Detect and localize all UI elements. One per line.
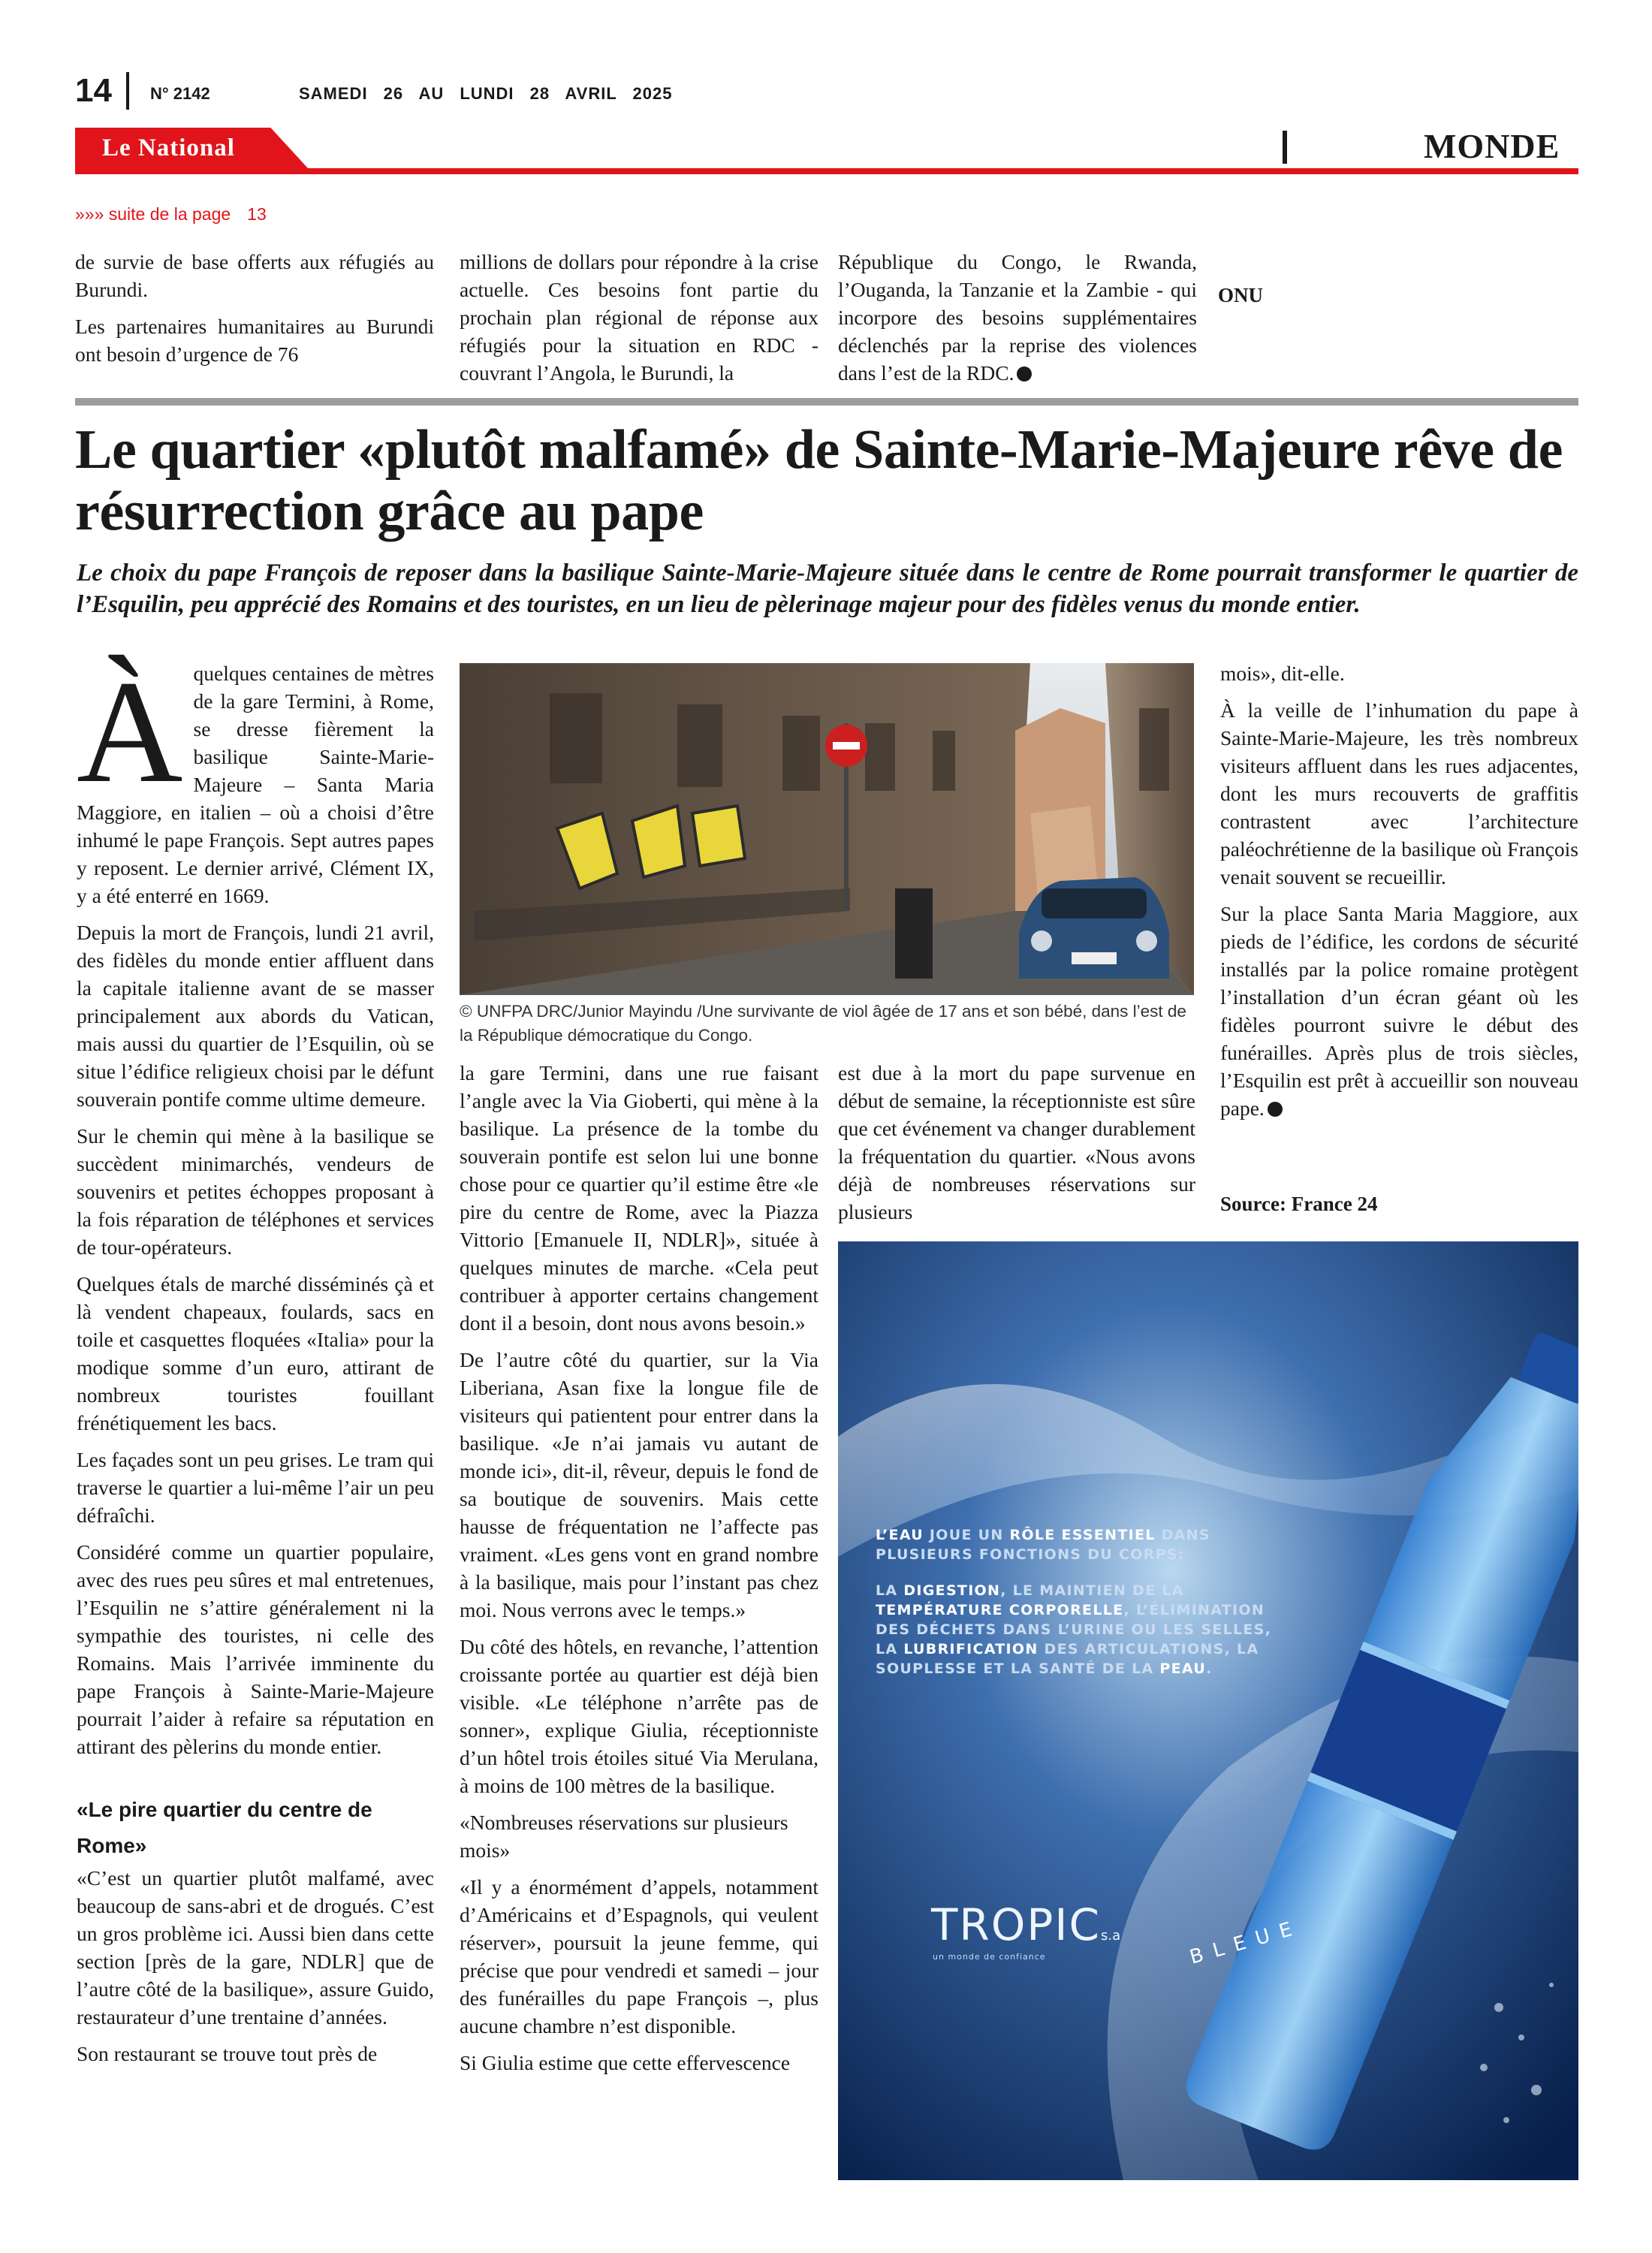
article-subheading: «Le pire quartier du centre de Rome» xyxy=(77,1798,372,1857)
article-standfirst: Le choix du pape François de reposer dans la basilique Sainte-Marie-Majeure située dans le centre de Rome pourrait transformer le quartier de l’Esquilin, peu apprécié des Romains et des touristes, en un lieu de pèlerinage majeur pour des fidèles venus du monde entier. xyxy=(77,559,1578,618)
section-title: MONDE xyxy=(1424,127,1560,165)
paragraph: À la veille de l’inhumation du pape à Sainte-Marie-Majeure, les très nombreux visiteurs affluent dans les rues adjacentes, dont les murs recouverts de graffitis contrastent avec l’architecture paléochrétienne de la basilique où François venait souvent se recueillir. xyxy=(1220,698,1578,888)
dropcap: À xyxy=(77,650,183,813)
ad-highlight: DIGESTION xyxy=(903,1582,1001,1599)
paragraph: quelques centaines de mètres de la gare Termini, à Rome, se dresse fièrement la basilique Sainte-Marie-Majeure – Santa Maria Maggiore, en italien – où a choisi d’être inhumé le pape François. Sept autres papes y reposent. Le dernier arrivé, Clément IX, y a été enterré en 1669. xyxy=(77,662,434,907)
advertiser-logo xyxy=(931,1899,1120,1950)
continued-from xyxy=(75,204,267,225)
paragraph: Du côté des hôtels, en revanche, l’attention croissante portée au quartier est déjà bien visible. «Le téléphone n’arrête pas de sonner», explique Giulia, réceptionniste d’un hôtel trois étoiles situé Via Merulana, à moins de 100 mètres de la basilique. xyxy=(460,1635,818,1797)
ad-background-image xyxy=(838,1241,1578,2180)
ad-text-segment: DES ARTICULATIONS, LA SOUPLESSE ET LA SANTÉ DE LA xyxy=(876,1641,1259,1677)
end-of-article-icon xyxy=(1017,366,1032,382)
previous-article-column-1 xyxy=(75,248,434,368)
ad-highlight: PEAU xyxy=(1159,1660,1207,1677)
continued-label: »»» suite de la page xyxy=(75,204,231,224)
paragraph: Quelques étals de marché disséminés çà et là vendent chapeaux, foulards, sacs en toile et casquettes floquées «Italia» pour la modique somme d’un euro, attirant de nombreux touristes fouillant frénétiquement les bacs. xyxy=(77,1272,434,1434)
ad-highlight: TEMPÉRATURE CORPORELLE xyxy=(876,1602,1124,1618)
paragraph: De l’autre côté du quartier, sur la Via Liberiana, Asan fixe la longue file de visiteurs qui patientent pour entrer dans la basilique. «Je n’ai jamais vu autant de monde ici», dit-il, rêveur, depuis le fond de sa boutique de souvenirs. Mais cette hausse de fréquentation ne l’affecte pas vraiment. «Les gens vont en grand nombre à la basilique, mais pour l’instant pas chez moi. Nous verrons avec le temps.» xyxy=(460,1348,818,1621)
paragraph: Son restaurant se trouve tout près de xyxy=(77,2042,378,2065)
previous-article-source: ONU xyxy=(1218,284,1263,306)
newspaper-brand: Le National xyxy=(102,134,235,161)
article-column-3 xyxy=(838,1059,1195,1226)
ad-text-segment: DANS PLUSIEURS FONCTIONS DU CORPS: xyxy=(876,1527,1210,1563)
photo-caption: © UNFPA DRC/Junior Mayindu /Une survivante de viol âgée de 17 ans et son bébé, dans l’est de la République démocratique du Congo. xyxy=(460,1002,1186,1045)
paragraph: Si Giulia estime que cette effervescence xyxy=(460,2051,791,2074)
page-number-divider xyxy=(126,72,129,110)
article-column-2 xyxy=(460,1059,818,2077)
paragraph: de survie de base offerts aux réfugiés au Burundi. xyxy=(75,250,434,301)
article-separator xyxy=(75,398,1578,406)
article-headline: Le quartier «plutôt malfamé» de Sainte-Marie-Majeure rêve de résurrection grâce au pape xyxy=(75,419,1563,542)
previous-article-column-2 xyxy=(460,248,818,387)
article-column-1 xyxy=(77,650,434,2068)
ad-text-segment: , L’ÉLIMINATION DES DÉCHETS DANS L’URINE OU LES SELLES, LA xyxy=(876,1602,1272,1657)
water-advertisement xyxy=(838,1241,1578,2180)
page-number: 14 xyxy=(75,72,112,109)
ad-text-segment: LA xyxy=(876,1582,904,1599)
article-column-4 xyxy=(1220,659,1578,1122)
paragraph: Depuis la mort de François, lundi 21 avril, des fidèles du monde entier affluent dans la capitale italienne avant de se masser principalement aux abords du Vatican, mais aussi du quartier de l’Esquilin, où se situe l’édifice religieux choisi par le défunt souverain pontife comme ultime demeure. xyxy=(77,921,434,1111)
paragraph: «Nombreuses réservations sur plusieurs mois» xyxy=(460,1811,788,1862)
continued-page: 13 xyxy=(247,204,267,224)
ad-highlight: LUBRIFICATION xyxy=(903,1641,1039,1657)
paragraph: Les façades sont un peu grises. Le tram qui traverse le quartier a lui-même l’air un peu défraîchi. xyxy=(77,1448,434,1527)
article-photo xyxy=(460,663,1194,995)
previous-article-column-3 xyxy=(838,248,1197,387)
paragraph: Sur le chemin qui mène à la basilique se succèdent minimarchés, vendeurs de souvenirs et petites échoppes proposant à la fois réparation de téléphones et services de tour-opérateurs. xyxy=(77,1124,434,1259)
paragraph: mois», dit-elle. xyxy=(1220,662,1345,685)
ad-highlight: RÔLE ESSENTIEL xyxy=(1009,1527,1156,1543)
section-divider xyxy=(1283,131,1287,164)
paragraph: Les partenaires humanitaires au Burundi ont besoin d’urgence de 76 xyxy=(75,315,434,366)
advertiser-suffix: s.a xyxy=(1100,1928,1121,1944)
ad-text-segment: . xyxy=(1206,1660,1213,1677)
advertiser-tagline: un monde de confiance xyxy=(933,1952,1046,1962)
ad-highlight: L’EAU xyxy=(876,1527,924,1543)
paragraph: la gare Termini, dans une rue faisant l’angle avec la Via Gioberti, qui mène à la basilique. La présence de la tombe du souverain pontife est selon lui une bonne chose pour ce quartier qu’il estime être «le pire du centre de Rome, avec la Piazza Vittorio [Emanuele II, NDLR]», située à quelques minutes de marche. «Cela peut contribuer à apporter certains changement dont il a besoin, dont nous avons besoin.» xyxy=(460,1061,818,1335)
paragraph: République du Congo, le Rwanda, l’Ouganda, la Tanzanie et la Zambie - qui incorpore des besoins supplémentaires déclenchés par la reprise des violences dans l’est de la RDC. xyxy=(838,250,1197,385)
advertiser-name: TROPIC xyxy=(931,1899,1101,1950)
paragraph: millions de dollars pour répondre à la crise actuelle. Ces besoins font partie du prochain plan régional de réponse aux réfugiés pour la situation en RDC - couvrant l’Angola, le Burundi, la xyxy=(460,250,818,385)
header-rule xyxy=(75,168,1578,174)
ad-text-segment: JOUE UN xyxy=(923,1527,1010,1543)
end-of-article-icon xyxy=(1268,1102,1283,1117)
paragraph: Considéré comme un quartier populaire, avec des rues peu sûres et mal entretenues, l’Esquilin ne s’attire généralement ni la sympathie des touristes, ni celle des Romains. Mais l’arrivée imminente du pape François à Sainte-Marie-Majeure pourrait l’aider à refaire sa réputation en attirant des pèlerins du monde entier. xyxy=(77,1540,434,1758)
paragraph: est due à la mort du pape survenue en début de semaine, la réceptionniste est sûre que cet événement va changer durablement la fréquentation du quartier. «Nous avons déjà de nombreuses réservations sur plusieurs xyxy=(838,1061,1195,1223)
paragraph: «Il y a énormément d’appels, notamment d’Américains et d’Espagnols, qui veulent réserver», poursuit la jeune femme, qui précise que pour vendredi et samedi – jour des funérailles du pape François –, plus aucune chambre n’est disponible. xyxy=(460,1875,818,2037)
street-scene-image xyxy=(460,663,1194,995)
issue-number: N° 2142 xyxy=(150,84,210,103)
paragraph: «C’est un quartier plutôt malfamé, avec beaucoup de sans-abri et de drogués. C’est un gros problème ici. Aussi bien dans cette section [près de la gare, NDLR] que de l’autre côté de la basilique», assure Guido, restaurateur d’une trentaine d’années. xyxy=(77,1866,434,2028)
article-source: Source: France 24 xyxy=(1220,1193,1378,1215)
ad-text-segment: , LE MAINTIEN DE LA xyxy=(1000,1582,1184,1599)
car-icon xyxy=(1019,877,1169,979)
bottle-label: BLEUE xyxy=(1187,1915,1305,1969)
issue-date: SAMEDI 26 AU LUNDI 28 AVRIL 2025 xyxy=(299,84,673,103)
ad-copy xyxy=(876,1525,1281,1678)
paragraph: Sur la place Santa Maria Maggiore, aux pieds de l’édifice, les cordons de sécurité installés par la police romaine protègent l’installation d’un écran géant où les fidèles pourront suivre le début des funérailles. Après plus de trois siècles, l’Esquilin est prêt à accueillir son nouveau pape. xyxy=(1220,902,1578,1120)
